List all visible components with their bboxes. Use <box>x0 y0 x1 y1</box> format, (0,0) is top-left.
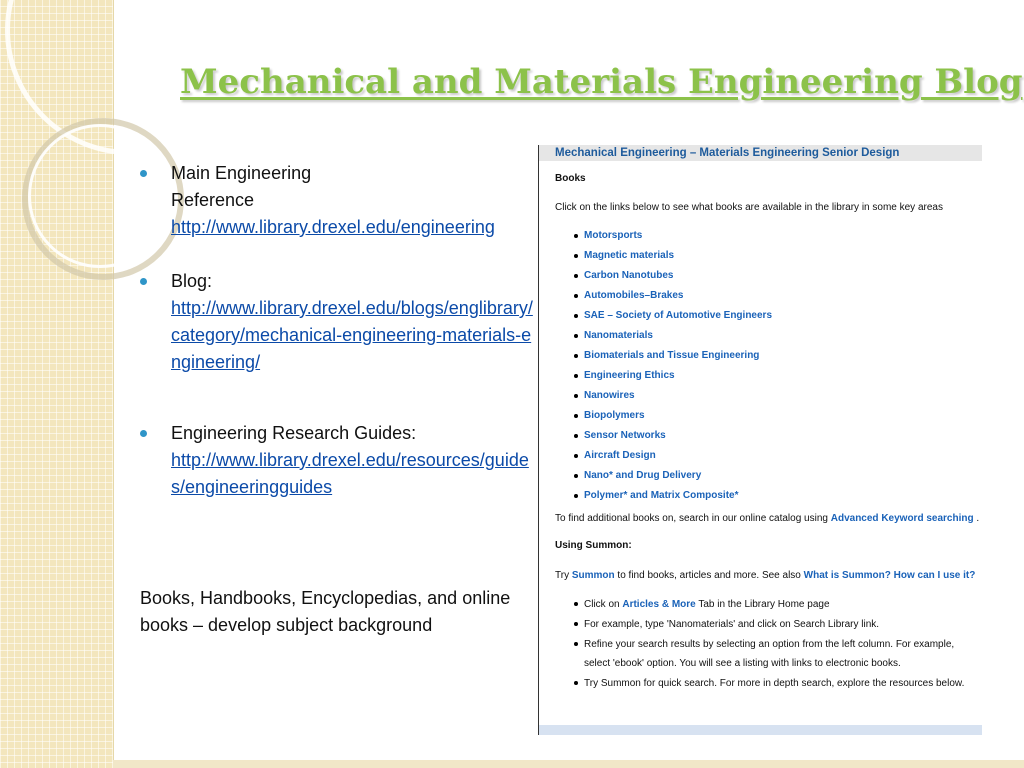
list-item <box>539 635 982 673</box>
list-item <box>539 286 982 306</box>
summon-text-label: Try <box>555 570 570 581</box>
bullet-dot-icon <box>574 414 578 418</box>
bullet-dot-icon <box>574 334 578 338</box>
bullet-dot-icon <box>140 170 147 177</box>
bullet-dot-icon <box>574 234 578 238</box>
list-item <box>539 674 982 693</box>
bullet-dot-icon <box>140 278 147 285</box>
topic-link[interactable]: Automobiles–Brakes <box>584 290 684 301</box>
bullet-label: Reference <box>171 190 255 210</box>
catalog-text-end: . <box>976 513 980 524</box>
bullet-item-blog <box>140 268 535 376</box>
bullet-dot-icon <box>574 494 578 498</box>
bullet-item-guides <box>140 420 535 501</box>
list-item <box>539 426 982 446</box>
step-text: Try Summon for quick search. For more in depth search, explore the resources below. <box>584 678 965 689</box>
list-item <box>539 306 982 326</box>
step-text: Click on <box>584 599 623 610</box>
advanced-search-link[interactable]: Advanced Keyword searching <box>830 513 974 524</box>
slide-title: Mechanical and Materials Engineering Blog <box>180 62 1023 102</box>
panel-heading: Mechanical Engineering – Materials Engineering Senior Design <box>539 145 982 161</box>
topic-link[interactable]: Biomaterials and Tissue Engineering <box>584 350 760 361</box>
summon-heading: Using Summon: <box>555 540 632 551</box>
list-item <box>539 595 982 614</box>
articles-more-link[interactable]: Articles & More <box>622 599 696 610</box>
bullet-dot-icon <box>574 294 578 298</box>
list-item <box>539 386 982 406</box>
books-intro: Click on the links below to see what books are available in the library in some key areas <box>555 202 943 213</box>
topic-link[interactable]: Magnetic materials <box>584 250 675 261</box>
topic-list <box>539 226 982 506</box>
topic-link[interactable]: Aircraft Design <box>584 450 656 461</box>
bullet-dot-icon <box>574 681 578 685</box>
bullet-label: Engineering Research Guides: <box>171 423 417 443</box>
bullet-item-engineering <box>140 160 535 241</box>
topic-link[interactable]: Polymer* and Matrix Composite* <box>584 490 739 501</box>
list-item <box>539 486 982 506</box>
list-item <box>539 366 982 386</box>
list-item <box>539 406 982 426</box>
bullet-list <box>140 160 535 501</box>
topic-link[interactable]: Nanowires <box>584 390 635 401</box>
topic-link[interactable]: Sensor Networks <box>584 430 666 441</box>
list-item <box>539 246 982 266</box>
topic-link[interactable]: Motorsports <box>584 230 643 241</box>
bullet-dot-icon <box>574 622 578 626</box>
bullet-label: Main Engineering <box>171 163 312 183</box>
list-item <box>539 446 982 466</box>
bullet-dot-icon <box>574 314 578 318</box>
topic-link[interactable]: Nano* and Drug Delivery <box>584 470 702 481</box>
bullet-dot-icon <box>574 642 578 646</box>
list-item <box>539 466 982 486</box>
list-item <box>539 346 982 366</box>
bullet-label: Blog: <box>171 271 213 291</box>
topic-link[interactable]: Carbon Nanotubes <box>584 270 674 281</box>
bullet-dot-icon <box>574 394 578 398</box>
list-item <box>539 615 982 634</box>
bullet-dot-icon <box>574 374 578 378</box>
summon-text <box>555 570 982 581</box>
topic-link[interactable]: Biopolymers <box>584 410 645 421</box>
bullet-dot-icon <box>574 254 578 258</box>
summon-text-mid: to find books, articles and more. See also <box>617 570 801 581</box>
catalog-text <box>555 513 982 524</box>
bullet-dot-icon <box>574 274 578 278</box>
bullet-dot-icon <box>574 434 578 438</box>
library-page-screenshot <box>538 145 982 735</box>
books-heading: Books <box>555 173 586 184</box>
what-is-summon-link[interactable]: What is Summon? How can I use it? <box>803 570 976 581</box>
guides-link[interactable]: http://www.library.drexel.edu/resources/guides/engineeringguides <box>171 450 529 497</box>
summon-steps <box>539 595 982 693</box>
step-text: Refine your search results by selecting an option from the left column. For example, select 'ebook' option. You will see a listing with links to electronic books. <box>584 639 955 669</box>
summon-link[interactable]: Summon <box>571 570 615 581</box>
blog-link[interactable]: http://www.library.drexel.edu/blogs/englibrary/category/mechanical-engineering-materials-engineering/ <box>171 298 533 372</box>
step-text: Tab in the Library Home page <box>695 599 830 610</box>
decorative-bottom-band <box>113 760 1024 768</box>
list-item <box>539 266 982 286</box>
catalog-text-label: To find additional books on, search in our online catalog using <box>555 513 828 524</box>
panel-bottom-bar <box>539 725 982 735</box>
list-item <box>539 326 982 346</box>
step-text: For example, type 'Nanomaterials' and click on Search Library link. <box>584 619 880 630</box>
engineering-link[interactable]: http://www.library.drexel.edu/engineering <box>171 217 495 237</box>
books-paragraph: Books, Handbooks, Encyclopedias, and online books – develop subject background <box>140 588 511 635</box>
topic-link[interactable]: Nanomaterials <box>584 330 653 341</box>
bullet-dot-icon <box>574 474 578 478</box>
bullet-dot-icon <box>574 354 578 358</box>
list-item <box>539 226 982 246</box>
bullet-dot-icon <box>574 454 578 458</box>
bullet-dot-icon <box>140 430 147 437</box>
bullet-dot-icon <box>574 602 578 606</box>
topic-link[interactable]: SAE – Society of Automotive Engineers <box>584 310 773 321</box>
topic-link[interactable]: Engineering Ethics <box>584 370 675 381</box>
